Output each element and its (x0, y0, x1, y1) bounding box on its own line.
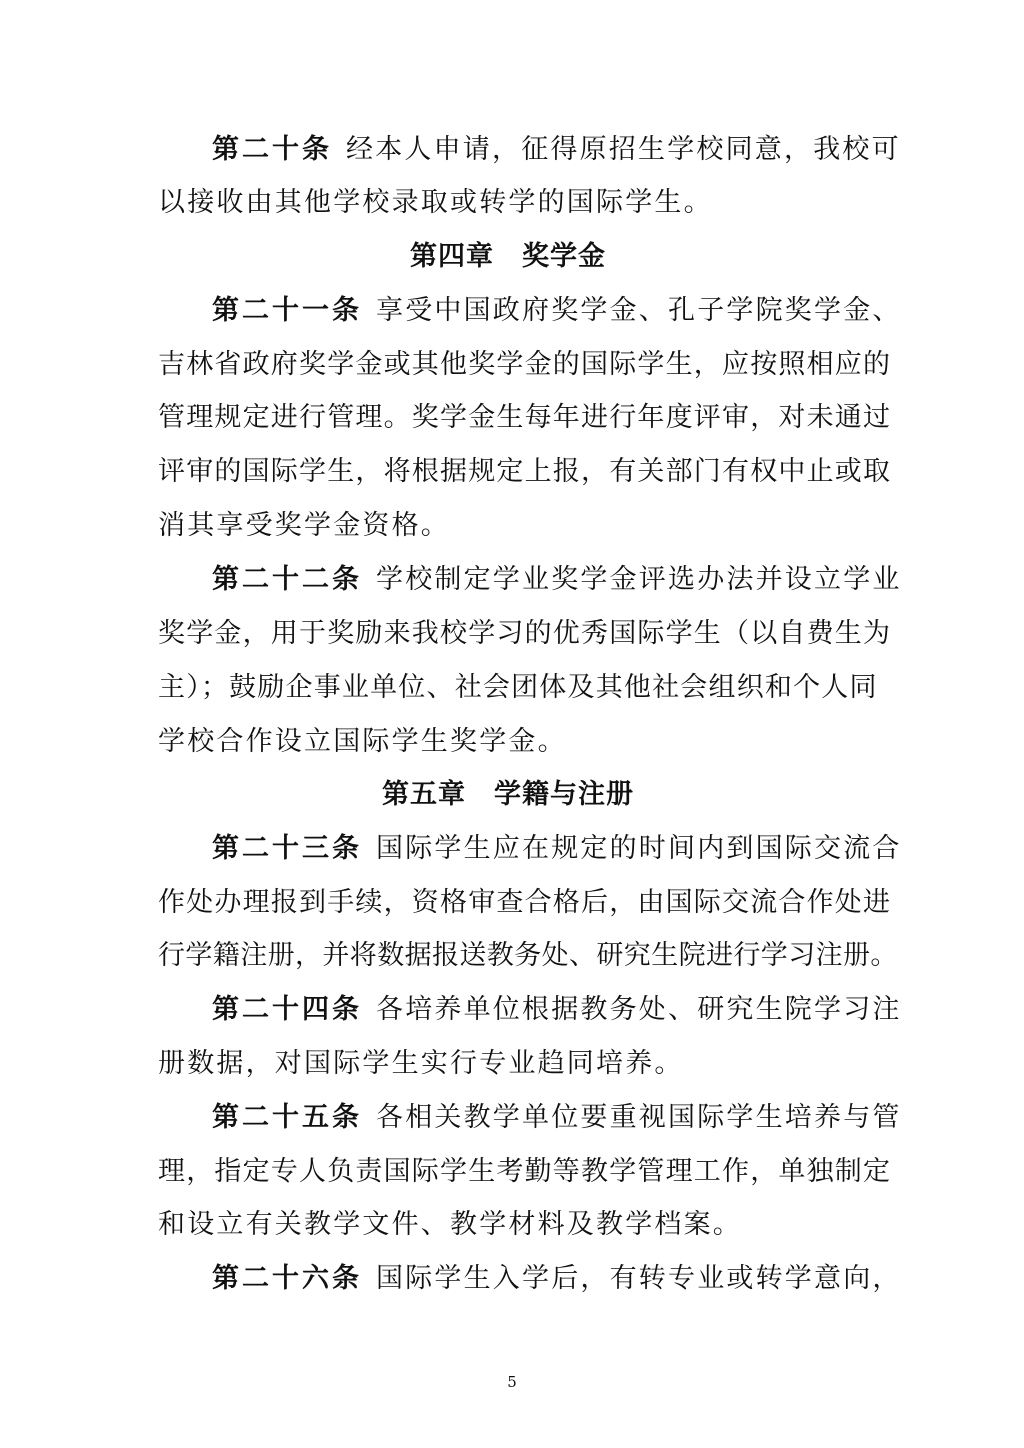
article-22-line-3: 主）；鼓励企事业单位、社会团体及其他社会组织和个人同 (158, 672, 878, 703)
article-20-line-1 (212, 125, 901, 175)
article-23-line-3: 行学籍注册，并将数据报送教务处、研究生院进行学习注册。 (158, 940, 898, 971)
article-25-line-3: 和设立有关教学文件、教学材料及教学档案。 (158, 1209, 742, 1240)
article-26-label: 第二十六条 (212, 1263, 362, 1294)
article-26-text-1: 国际学生入学后，有转专业或转学意向， (376, 1263, 902, 1294)
article-24-line-1 (212, 985, 902, 1035)
article-22-text-1: 学校制定学业奖学金评选办法并设立学业 (376, 564, 902, 595)
article-23-line-2: 作处办理报到手续，资格审查合格后，由国际交流合作处进 (158, 887, 892, 918)
chapter-4-number: 第四章 (410, 241, 494, 272)
article-23-label: 第二十三条 (212, 833, 362, 864)
page-number: 5 (507, 1373, 517, 1391)
article-22-label: 第二十二条 (212, 564, 362, 595)
article-21-line-5: 消其享受奖学金资格。 (158, 510, 450, 541)
article-20-text-1: 经本人申请，征得原招生学校同意，我校可 (346, 134, 901, 165)
article-21-label: 第二十一条 (212, 295, 362, 326)
article-24-label: 第二十四条 (212, 994, 362, 1025)
chapter-4-heading (158, 232, 858, 282)
article-22-line-2: 奖学金，用于奖励来我校学习的优秀国际学生（以自费生为 (158, 618, 892, 649)
article-21-line-1 (212, 286, 902, 336)
article-25-line-2: 理，指定专人负责国际学生考勤等教学管理工作，单独制定 (158, 1156, 892, 1187)
article-23-line-1 (212, 824, 902, 874)
article-22-line-4: 学校合作设立国际学生奖学金。 (158, 726, 567, 757)
article-24-text-1: 各培养单位根据教务处、研究生院学习注 (376, 994, 902, 1025)
article-23-text-1: 国际学生应在规定的时间内到国际交流合 (376, 833, 902, 864)
article-24-line-2: 册数据，对国际学生实行专业趋同培养。 (158, 1048, 684, 1079)
article-20-line-2: 以接收由其他学校录取或转学的国际学生。 (158, 187, 713, 218)
article-25-label: 第二十五条 (212, 1102, 362, 1133)
article-25-line-1 (212, 1093, 902, 1143)
article-21-line-4: 评审的国际学生，将根据规定上报，有关部门有权中止或取 (158, 456, 892, 487)
chapter-5-title: 学籍与注册 (494, 779, 634, 810)
chapter-5-heading (158, 770, 858, 820)
article-26-line-1 (212, 1254, 902, 1304)
article-21-line-2: 吉林省政府奖学金或其他奖学金的国际学生，应按照相应的 (158, 349, 892, 380)
chapter-5-number: 第五章 (382, 779, 466, 810)
article-22-line-1 (212, 555, 902, 605)
article-21-text-1: 享受中国政府奖学金、孔子学院奖学金、 (376, 295, 902, 326)
article-25-text-1: 各相关教学单位要重视国际学生培养与管 (376, 1102, 902, 1133)
article-20-label: 第二十条 (212, 134, 332, 165)
chapter-4-title: 奖学金 (522, 241, 606, 272)
article-21-line-3: 管理规定进行管理。奖学金生每年进行年度评审，对未通过 (158, 402, 892, 433)
